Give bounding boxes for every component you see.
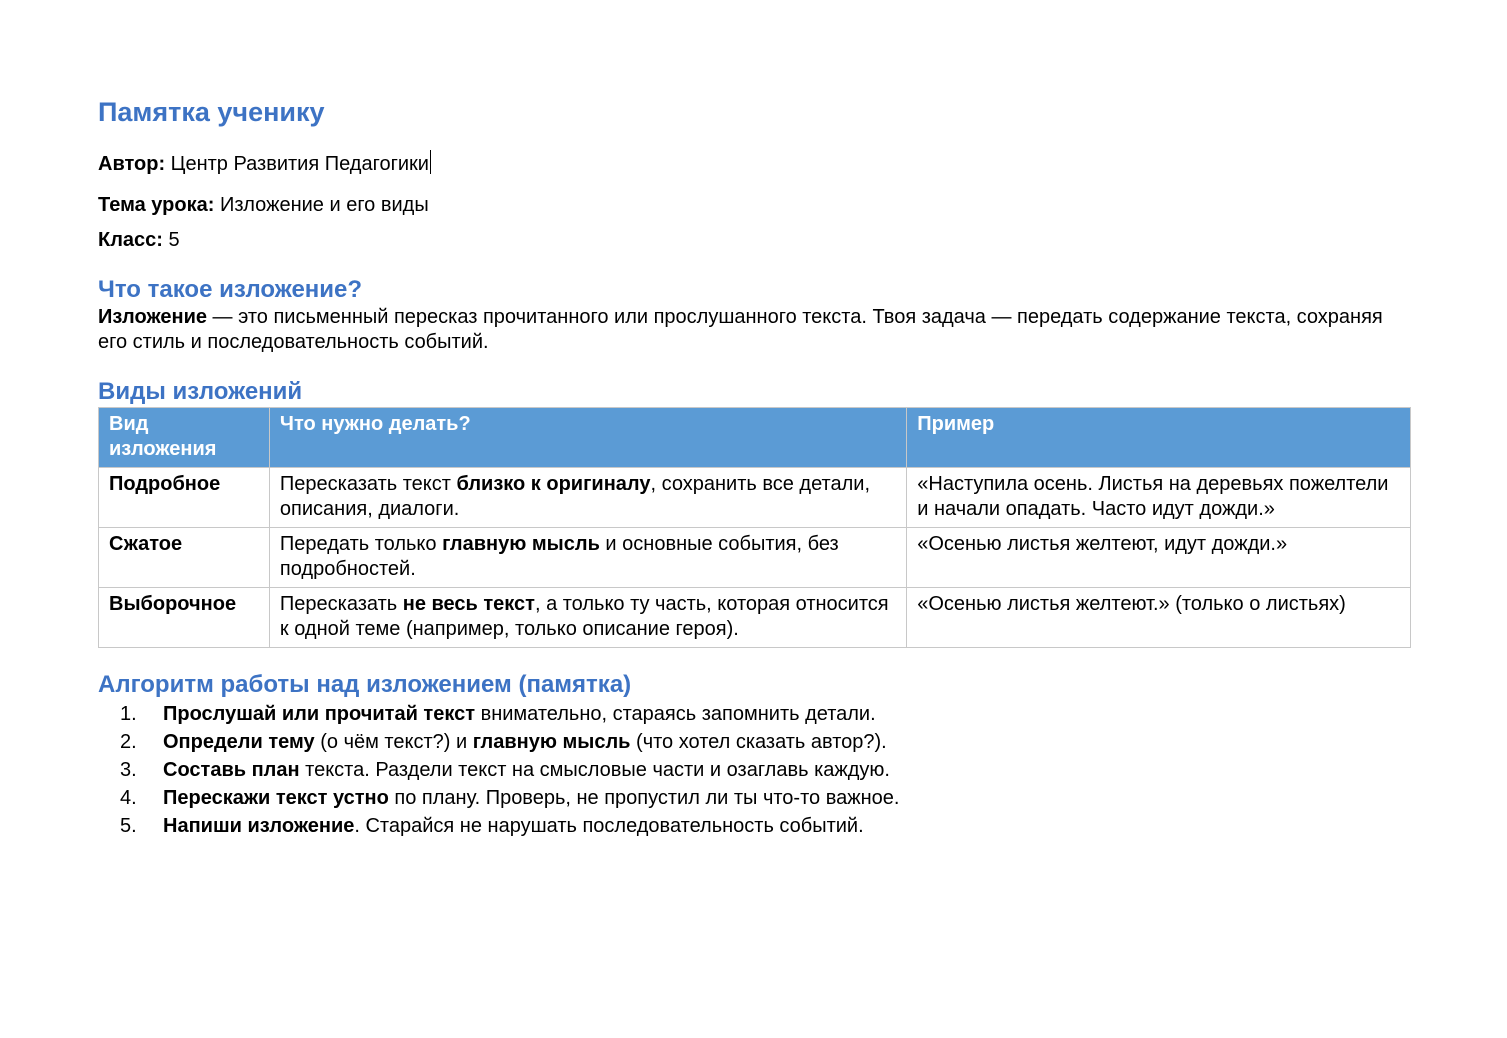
example-cell: «Осенью листья желтеют.» (только о листьях) bbox=[907, 588, 1411, 648]
todo-text: Пересказать текст bbox=[279, 473, 457, 495]
todo-text: , сохранить все детали, описания, диалоги. bbox=[279, 473, 871, 520]
class-value: 5 bbox=[168, 229, 180, 251]
step-text: внимательно, стараясь запомнить детали. bbox=[475, 703, 876, 725]
algorithm-list bbox=[98, 700, 1410, 840]
kind-cell: Выборочное bbox=[99, 588, 270, 648]
list-item-text bbox=[163, 784, 899, 812]
step-emphasis: Напиши изложение bbox=[163, 815, 355, 837]
step-emphasis: Прослушай или прочитай текст bbox=[163, 703, 476, 725]
table-row bbox=[99, 588, 1411, 648]
kinds-table bbox=[98, 407, 1411, 648]
step-text: (что хотел сказать автор?). bbox=[630, 731, 887, 753]
step-emphasis: Определи тему bbox=[163, 731, 315, 753]
step-text: . Старайся не нарушать последовательность событий. bbox=[354, 815, 864, 837]
column-header-example: Пример bbox=[907, 408, 1411, 468]
list-item bbox=[98, 784, 1410, 812]
column-header-todo: Что нужно делать? bbox=[269, 408, 906, 468]
list-item-number: 3. bbox=[120, 759, 137, 781]
table-row bbox=[99, 468, 1411, 528]
list-item-number: 2. bbox=[120, 731, 137, 753]
definition-paragraph bbox=[98, 305, 1410, 355]
kind-cell: Подробное bbox=[99, 468, 270, 528]
list-item bbox=[98, 728, 1410, 756]
list-item-text bbox=[163, 700, 876, 728]
list-item bbox=[98, 756, 1410, 784]
list-item bbox=[98, 700, 1410, 728]
kind-cell: Сжатое bbox=[99, 528, 270, 588]
section-heading-what: Что такое изложение? bbox=[98, 276, 363, 303]
page-title: Памятка ученику bbox=[98, 97, 325, 127]
section-heading-kinds: Виды изложений bbox=[98, 378, 303, 405]
step-text: по плану. Проверь, не пропустил ли ты что-то важное. bbox=[388, 787, 900, 809]
step-emphasis: Перескажи текст устно bbox=[163, 787, 389, 809]
meta-author bbox=[98, 150, 1410, 177]
step-emphasis: Составь план bbox=[163, 759, 300, 781]
definition-text: — это письменный пересказ прочитанного или прослушанного текста. Твоя задача — передать содержание текста, сохраняя его стиль и последовательность событий. bbox=[98, 306, 1383, 353]
todo-cell bbox=[269, 588, 906, 648]
column-header-kind: Вид изложения bbox=[99, 408, 270, 468]
list-item-text bbox=[163, 756, 890, 784]
list-item-text bbox=[163, 812, 864, 840]
list-item bbox=[98, 812, 1410, 840]
step-emphasis: главную мысль bbox=[472, 731, 631, 753]
list-item-number: 4. bbox=[120, 787, 137, 809]
author-label: Автор: bbox=[98, 153, 166, 175]
todo-emphasis: главную мысль bbox=[442, 533, 600, 555]
text-cursor bbox=[430, 150, 431, 174]
list-item-number: 5. bbox=[120, 815, 137, 837]
class-label: Класс: bbox=[98, 229, 163, 251]
author-value: Центр Развития Педагогики bbox=[170, 153, 429, 175]
example-cell: «Наступила осень. Листья на деревьях пожелтели и начали опадать. Часто идут дожди.» bbox=[907, 468, 1411, 528]
topic-value: Изложение и его виды bbox=[219, 194, 429, 216]
meta-topic bbox=[98, 192, 1410, 218]
todo-text: Пересказать bbox=[279, 593, 403, 615]
todo-cell bbox=[269, 468, 906, 528]
todo-text: и основные события, без подробностей. bbox=[279, 533, 839, 580]
list-item-text bbox=[163, 728, 887, 756]
example-cell: «Осенью листья желтеют, идут дожди.» bbox=[907, 528, 1411, 588]
section-heading-algorithm: Алгоритм работы над изложением (памятка) bbox=[98, 671, 632, 698]
table-header-row bbox=[99, 408, 1411, 468]
todo-cell bbox=[269, 528, 906, 588]
todo-emphasis: близко к оригиналу bbox=[456, 473, 651, 495]
meta-class bbox=[98, 227, 1410, 253]
definition-term: Изложение bbox=[98, 306, 207, 328]
todo-text: Передать только bbox=[279, 533, 443, 555]
table-row bbox=[99, 528, 1411, 588]
list-item-number: 1. bbox=[120, 703, 137, 725]
step-text: (о чём текст?) и bbox=[314, 731, 473, 753]
todo-text: , а только ту часть, которая относится к одной теме (например, только описание героя). bbox=[279, 593, 889, 640]
topic-label: Тема урока: bbox=[98, 194, 215, 216]
todo-emphasis: не весь текст bbox=[402, 593, 535, 615]
step-text: текста. Раздели текст на смысловые части и озаглавь каждую. bbox=[299, 759, 890, 781]
